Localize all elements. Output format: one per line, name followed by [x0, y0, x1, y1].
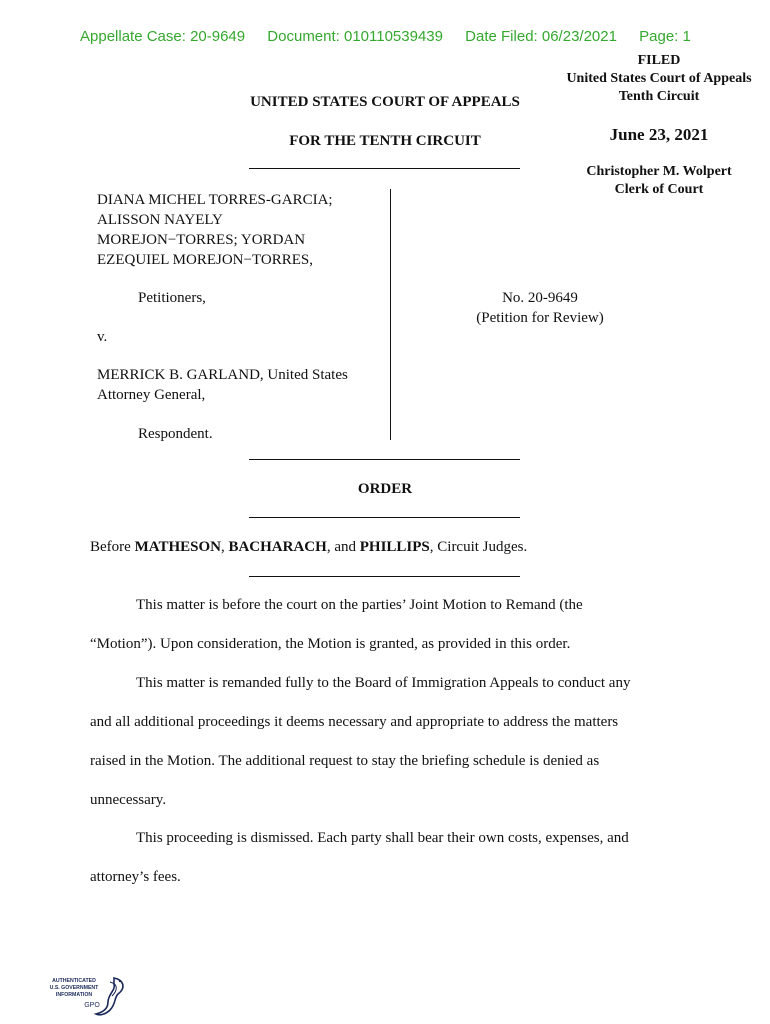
paragraph-line: unnecessary.: [90, 792, 167, 808]
versus-label: v.: [97, 329, 108, 345]
case-number: No. 20-9649: [502, 290, 578, 306]
header-case-number: Appellate Case: 20-9649: [80, 28, 246, 45]
paragraph-line: “Motion”). Upon consideration, the Motion is granted, as provided in this order.: [90, 636, 571, 652]
clerk-title: Clerk of Court: [614, 182, 704, 197]
document-header: [80, 28, 709, 45]
respondent-line: Attorney General,: [97, 387, 206, 403]
judge-name: MATHESON: [134, 539, 221, 555]
respondent-names: [97, 365, 348, 405]
gpo-authentication-logo: [44, 974, 128, 1023]
panel-prefix: Before: [90, 539, 135, 555]
order-paragraph: [90, 664, 690, 820]
divider-rule: [249, 576, 520, 577]
petitioners-line: EZEQUIEL MOREJON−TORRES,: [97, 252, 313, 268]
caption-divider: [390, 189, 391, 440]
paragraph-line: and all additional proceedings it deems necessary and appropriate to address the matters: [90, 714, 619, 730]
order-title: ORDER: [357, 481, 413, 497]
panel-separator: , and: [326, 539, 360, 555]
header-date-filed: Date Filed: 06/23/2021: [465, 28, 617, 45]
panel-suffix: , Circuit Judges.: [429, 539, 528, 555]
order-paragraph: [90, 819, 690, 897]
clerk-block: [548, 163, 770, 199]
respondent-label: Respondent.: [138, 426, 213, 442]
svg-text:AUTHENTICATED: AUTHENTICATED: [52, 978, 96, 984]
circuit-title: FOR THE TENTH CIRCUIT: [289, 133, 481, 149]
divider-rule: [249, 459, 520, 460]
petitioners-line: ALISSON NAYELY: [97, 212, 223, 228]
filed-label: FILED: [637, 53, 681, 68]
case-type: (Petition for Review): [476, 310, 604, 326]
petitioners-names: [97, 190, 333, 270]
order-paragraph: [90, 586, 690, 664]
gpo-eagle-icon: [44, 974, 128, 1018]
paragraph-line: This proceeding is dismissed. Each party shall bear their own costs, expenses, and: [136, 830, 629, 846]
panel-line: [90, 539, 527, 556]
paragraph-line: raised in the Motion. The additional request to stay the briefing schedule is denied as: [90, 753, 600, 769]
petitioners-line: DIANA MICHEL TORRES-GARCIA;: [97, 192, 333, 208]
filed-stamp: [548, 52, 770, 106]
paragraph-line: This matter is before the court on the parties’ Joint Motion to Remand (the: [136, 597, 583, 613]
court-title: UNITED STATES COURT OF APPEALS: [250, 94, 520, 110]
docket-info: [400, 288, 680, 328]
panel-separator: ,: [220, 539, 229, 555]
respondent-line: MERRICK B. GARLAND, United States: [97, 367, 348, 383]
filed-court: United States Court of Appeals: [566, 71, 752, 86]
divider-rule: [249, 168, 520, 169]
petitioners-label: Petitioners,: [138, 290, 206, 306]
header-page-number: Page: 1: [639, 28, 691, 45]
judge-name: PHILLIPS: [359, 539, 430, 555]
svg-text:INFORMATION: INFORMATION: [55, 992, 93, 998]
svg-text:GPO: GPO: [84, 1002, 100, 1009]
petitioners-line: MOREJON−TORRES; YORDAN: [97, 232, 306, 248]
filed-circuit: Tenth Circuit: [618, 89, 700, 104]
divider-rule: [249, 517, 520, 518]
header-document-number: Document: 010110539439: [267, 28, 443, 45]
paragraph-line: This matter is remanded fully to the Board of Immigration Appeals to conduct any: [136, 675, 631, 691]
clerk-name: Christopher M. Wolpert: [586, 164, 732, 179]
paragraph-line: attorney’s fees.: [90, 869, 181, 885]
judge-name: BACHARACH: [228, 539, 327, 555]
svg-text:U.S. GOVERNMENT: U.S. GOVERNMENT: [49, 985, 99, 991]
filed-date: June 23, 2021: [609, 125, 709, 144]
